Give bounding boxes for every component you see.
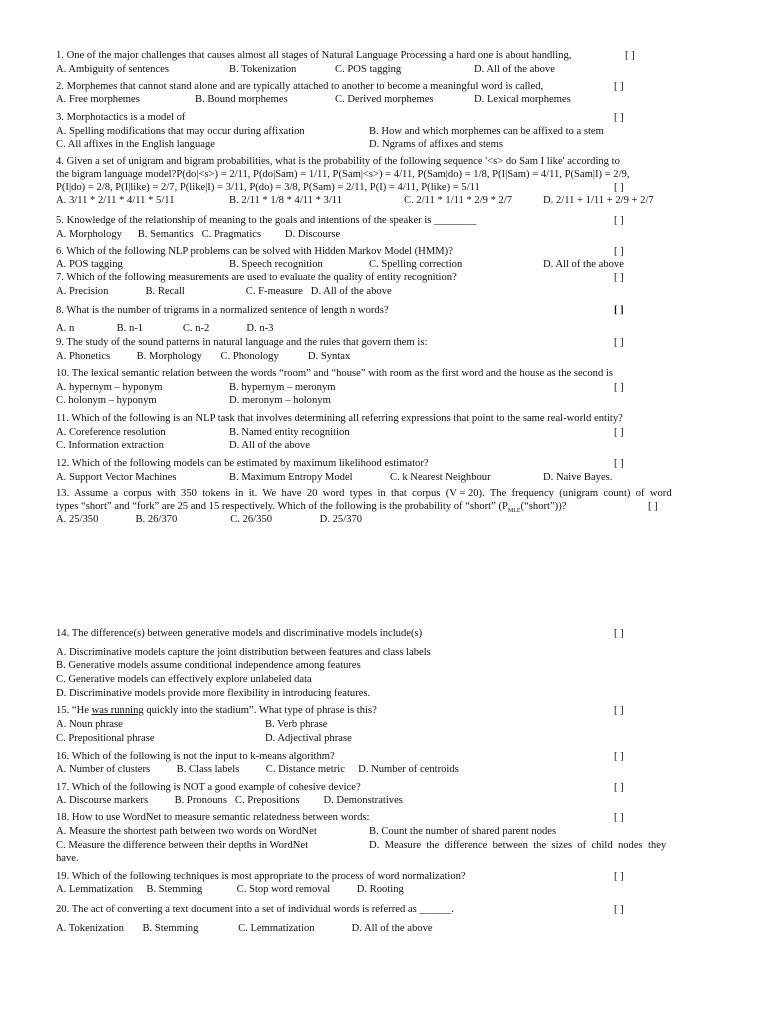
question-13-answer-bracket: [ ] [648, 501, 658, 512]
question-16-answer-bracket: [ ] [614, 751, 624, 762]
question-14-option-a: A. Discriminative models capture the joint distribution between features and class labels [56, 647, 431, 658]
question-12-option-c: C. k Nearest Neighbour [390, 472, 491, 483]
question-2-option-d: D. Lexical morphemes [474, 94, 571, 105]
question-12-answer-bracket: [ ] [614, 458, 624, 469]
question-8-stem: 8. What is the number of trigrams in a normalized sentence of length n words? [56, 305, 389, 316]
question-4-stem-line-2: the bigram language model?P(do|<s>) = 2/11, P(do|Sam) = 1/11, P(Sam|<s>) = 4/11, P(Sam|do) = 1/8, P(I|Sam) = 4/11, P(Sam|I) = 2/9, [56, 169, 630, 180]
question-6-option-a: A. POS tagging [56, 259, 123, 270]
question-15-stem-end: quickly into the stadium”. What type of phrase is this? [143, 705, 377, 716]
question-16-stem: 16. Which of the following is not the input to k-means algorithm? [56, 751, 335, 762]
question-11-option-a: A. Coreference resolution [56, 427, 166, 438]
question-3-option-c: C. All affixes in the English language [56, 139, 215, 150]
question-1-option-c: C. POS tagging [335, 64, 402, 75]
question-3-answer-bracket: [ ] [614, 112, 624, 123]
question-13-options: A. 25/350 B. 26/370 C. 26/350 D. 25/370 [56, 514, 363, 525]
question-2-option-a: A. Free morphemes [56, 94, 140, 105]
question-9-options: A. Phonetics B. Morphology C. Phonology D. Syntax [56, 351, 351, 362]
question-5-stem: 5. Knowledge of the relationship of meaning to the goals and intentions of the speaker is ________ [56, 215, 477, 226]
question-5-options: A. Morphology B. Semantics C. Pragmatics D. Discourse [56, 229, 341, 240]
question-6-stem: 6. Which of the following NLP problems can be solved with Hidden Markov Model (HMM)? [56, 246, 453, 257]
question-4-option-d: D. 2/11 + 1/11 + 2/9 + 2/7 [543, 195, 654, 206]
question-6-option-d: D. All of the above [543, 259, 624, 270]
question-20-answer-bracket: [ ] [614, 904, 624, 915]
question-14-option-b: B. Generative models assume conditional independence among features [56, 660, 361, 671]
question-15-option-a: A. Noun phrase [56, 719, 123, 730]
question-15-underlined-phrase: was running [91, 705, 144, 716]
question-12-option-b: B. Maximum Entropy Model [229, 472, 353, 483]
question-14-option-c: C. Generative models can effectively explore unlabeled data [56, 674, 312, 685]
question-18-stem: 18. How to use WordNet to measure semantic relatedness between words: [56, 812, 370, 823]
question-4-stem-line-1: 4. Given a set of unigram and bigram probabilities, what is the probability of the following sequence '<s> do Sam I like' according to [56, 156, 620, 167]
question-10-stem: 10. The lexical semantic relation between the words “room” and “house” with room as the first word and the house as the second is [56, 368, 613, 379]
question-15-stem-start: 15. “He [56, 705, 92, 716]
question-1-option-a: A. Ambiguity of sentences [56, 64, 169, 75]
question-18-option-c: C. Measure the difference between their depths in WordNet [56, 840, 309, 851]
question-10-option-d: D. meronym – holonym [229, 395, 331, 406]
question-13-stem-end: (“short”))? [520, 501, 567, 512]
question-2-answer-bracket: [ ] [614, 81, 624, 92]
question-18-option-d-continued: have. [56, 853, 79, 864]
question-14-answer-bracket: [ ] [614, 628, 624, 639]
question-4-answer-bracket: [ ] [614, 182, 624, 193]
question-9-stem: 9. The study of the sound patterns in natural language and the rules that govern them is: [56, 337, 428, 348]
question-1-option-d: D. All of the above [474, 64, 555, 75]
question-10-option-a: A. hypernym – hyponym [56, 382, 163, 393]
question-8-answer-bracket: [ ] [614, 305, 624, 316]
question-9-answer-bracket: [ ] [614, 337, 624, 348]
question-6-option-b: B. Speech recognition [229, 259, 323, 270]
question-11-option-d: D. All of the above [229, 440, 310, 451]
question-19-answer-bracket: [ ] [614, 871, 624, 882]
question-7-options: A. Precision B. Recall C. F-measure D. All of the above [56, 286, 392, 297]
question-18-answer-bracket: [ ] [614, 812, 624, 823]
question-19-stem: 19. Which of the following techniques is most appropriate to the process of word normalization? [56, 871, 466, 882]
question-13-stem-text: types “short” and “fork” are 25 and 15 respectively. Which of the following is the probability of “short” (P [56, 501, 508, 512]
question-6-option-c: C. Spelling correction [369, 259, 463, 270]
question-5-answer-bracket: [ ] [614, 215, 624, 226]
question-20-stem: 20. The act of converting a text document into a set of individual words is referred as ______. [56, 904, 454, 915]
question-10-option-b: B. hypernym – meronym [229, 382, 336, 393]
question-17-stem: 17. Which of the following is NOT a good example of cohesive device? [56, 782, 361, 793]
question-11-stem: 11. Which of the following is an NLP task that involves determining all referring expressions that point to the same real-world entity? [56, 413, 623, 424]
question-3-option-b: B. How and which morphemes can be affixed to a stem [369, 126, 604, 137]
question-15-stem [56, 705, 377, 717]
question-12-option-d: D. Naive Bayes. [543, 472, 613, 483]
question-4-option-c: C. 2/11 * 1/11 * 2/9 * 2/7 [404, 195, 513, 206]
question-17-answer-bracket: [ ] [614, 782, 624, 793]
question-14-stem: 14. The difference(s) between generative models and discriminative models include(s) [56, 628, 423, 639]
question-2-option-b: B. Bound morphemes [195, 94, 288, 105]
question-1-answer-bracket: [ ] [625, 50, 635, 61]
question-15-answer-bracket: [ ] [614, 705, 624, 716]
question-12-stem: 12. Which of the following models can be estimated by maximum likelihood estimator? [56, 458, 429, 469]
question-1-option-b: B. Tokenization [229, 64, 297, 75]
question-15-option-d: D. Adjectival phrase [265, 733, 352, 744]
question-12-option-a: A. Support Vector Machines [56, 472, 177, 483]
question-18-option-b: B. Count the number of shared parent nodes [369, 826, 557, 837]
question-7-answer-bracket: [ ] [614, 272, 624, 283]
question-17-options: A. Discourse markers B. Pronouns C. Prepositions D. Demonstratives [56, 795, 403, 806]
question-8-options: A. n B. n-1 C. n-2 D. n-3 [56, 323, 274, 334]
question-11-answer-bracket: [ ] [614, 427, 624, 438]
question-18-option-d: D. Measure the difference between the sizes of child nodes they [369, 840, 667, 851]
question-1-stem: 1. One of the major challenges that causes almost all stages of Natural Language Processing a hard one is about handling, [56, 50, 572, 61]
question-4-option-a: A. 3/11 * 2/11 * 4/11 * 5/11 [56, 195, 175, 206]
question-20-options: A. Tokenization B. Stemming C. Lemmatization D. All of the above [56, 923, 433, 934]
question-3-stem: 3. Morphotactics is a model of [56, 112, 186, 123]
question-13-stem-line-1: 13. Assume a corpus with 350 tokens in it. We have 20 word types in that corpus (V = 20). The frequency (unigram count) of word [56, 488, 672, 499]
question-4-stem-line-3: P(I|do) = 2/8, P(I|like) = 2/7, P(like|I) = 3/11, P(do) = 3/8, P(Sam) = 2/11, P(I) = 4/11, P(like) = 5/11 [56, 182, 480, 193]
question-11-option-c: C. Information extraction [56, 440, 164, 451]
question-15-option-b: B. Verb phrase [265, 719, 328, 730]
question-6-answer-bracket: [ ] [614, 246, 624, 257]
question-2-stem: 2. Morphemes that cannot stand alone and are typically attached to another to become a meaningful word is called, [56, 81, 544, 92]
question-11-option-b: B. Named entity recognition [229, 427, 350, 438]
question-16-options: A. Number of clusters B. Class labels C. Distance metric D. Number of centroids [56, 764, 459, 775]
question-7-stem: 7. Which of the following measurements are used to evaluate the quality of entity recognition? [56, 272, 457, 283]
question-3-option-d: D. Ngrams of affixes and stems [369, 139, 503, 150]
question-2-option-c: C. Derived morphemes [335, 94, 434, 105]
question-14-option-d: D. Discriminative models provide more flexibility in introducing features. [56, 688, 371, 699]
question-10-option-c: C. holonym – hyponym [56, 395, 157, 406]
question-13-subscript: MLE [507, 508, 521, 515]
question-15-option-c: C. Prepositional phrase [56, 733, 155, 744]
question-3-option-a: A. Spelling modifications that may occur during affixation [56, 126, 305, 137]
question-10-answer-bracket: [ ] [614, 382, 624, 393]
question-18-option-a: A. Measure the shortest path between two words on WordNet [56, 826, 317, 837]
question-19-options: A. Lemmatization B. Stemming C. Stop word removal D. Rooting [56, 884, 404, 895]
question-4-option-b: B. 2/11 * 1/8 * 4/11 * 3/11 [229, 195, 343, 206]
